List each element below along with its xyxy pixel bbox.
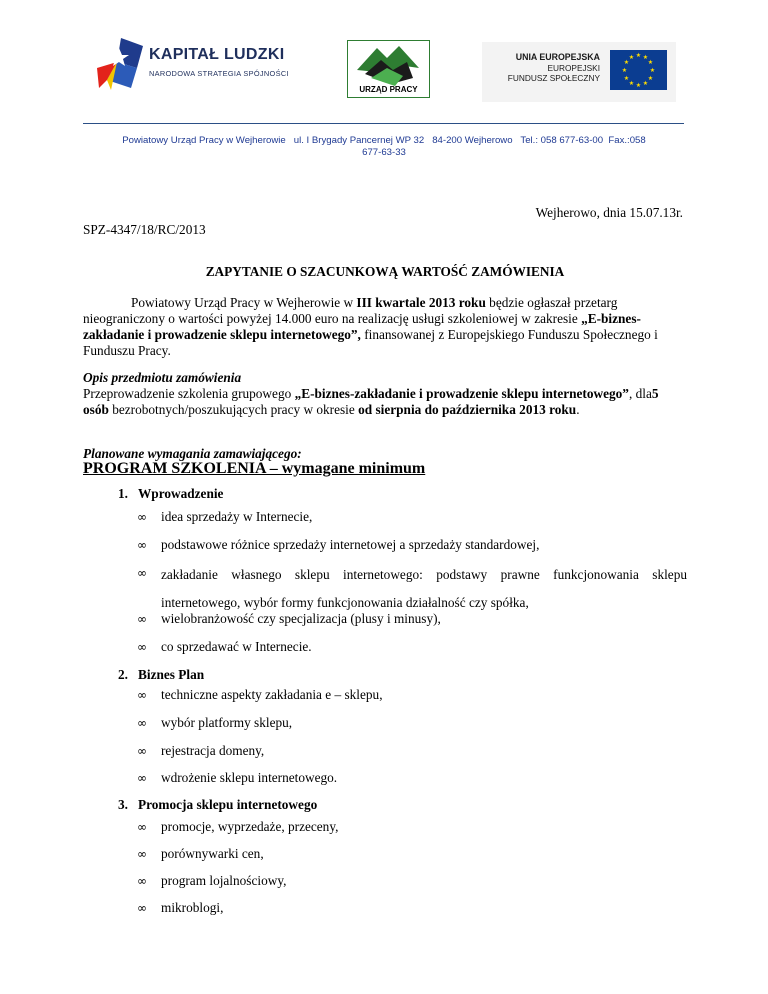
subject-course-name: „E-biznes-zakładanie i prowadzenie sklepu internetowego” bbox=[294, 386, 629, 401]
section-title: Wprowadzenie bbox=[138, 486, 224, 501]
svg-text:★: ★ bbox=[635, 82, 642, 89]
eu-flag-icon bbox=[610, 50, 667, 90]
svg-text:★: ★ bbox=[642, 54, 649, 61]
svg-text:★: ★ bbox=[647, 59, 654, 66]
ue-line1: UNIA EUROPEJSKA bbox=[515, 52, 600, 62]
section-title: Promocja sklepu internetowego bbox=[138, 797, 318, 812]
list-item: ∞ porównywarki cen, bbox=[137, 842, 687, 866]
subject-text-c: , dla bbox=[628, 386, 652, 401]
unia-europejska-logo bbox=[482, 42, 676, 102]
unia-europejska-text bbox=[490, 52, 600, 84]
kapital-ludzki-subtitle: NARODOWA STRATEGIA SPÓJNOŚCI bbox=[149, 69, 289, 78]
intro-text-a: Powiatowy Urząd Pracy w Wejherowie w bbox=[131, 295, 357, 310]
section-heading bbox=[118, 797, 317, 813]
svg-text:★: ★ bbox=[647, 75, 654, 82]
bullet-icon: ∞ bbox=[137, 612, 147, 626]
kapital-ludzki-logo bbox=[97, 38, 287, 90]
section-title: Biznes Plan bbox=[138, 667, 205, 682]
intro-text-c: będzie ogłaszał przetarg nieograniczony o wartości powyżej 14.000 euro na realizację usługi szkoleniowej w zakresie bbox=[83, 295, 618, 326]
list-item: ∞ techniczne aspekty zakładania e – sklepu, bbox=[137, 683, 687, 707]
intro-course-name: „E-biznes-zakładanie i prowadzenie sklepu internetowego”, bbox=[83, 311, 641, 342]
bullet-icon: ∞ bbox=[137, 847, 147, 861]
svg-text:★: ★ bbox=[628, 54, 635, 61]
kapital-ludzki-star-icon bbox=[97, 38, 143, 90]
svg-text:★: ★ bbox=[642, 80, 649, 87]
bullet-icon: ∞ bbox=[137, 510, 147, 524]
section-heading bbox=[118, 486, 223, 502]
subject-text-a: Przeprowadzenie szkolenia grupowego bbox=[83, 386, 295, 401]
section-number: 2. bbox=[118, 667, 128, 682]
bullet-icon: ∞ bbox=[137, 874, 147, 888]
svg-text:★: ★ bbox=[623, 75, 630, 82]
ue-line2: EUROPEJSKI bbox=[547, 62, 600, 73]
header-divider bbox=[83, 123, 684, 124]
subject-text-g: . bbox=[576, 402, 580, 417]
list-item: ∞ mikroblogi, bbox=[137, 896, 687, 920]
section-heading bbox=[118, 667, 204, 683]
svg-text:★: ★ bbox=[623, 59, 630, 66]
list-item: ∞ promocje, wyprzedaże, przeceny, bbox=[137, 815, 687, 839]
ue-line3: FUNDUSZ SPOŁECZNY bbox=[507, 73, 600, 83]
requirements-label: Planowane wymagania zamawiającego: bbox=[83, 446, 302, 461]
bullet-icon: ∞ bbox=[137, 538, 147, 552]
list-item: ∞ program lojalnościowy, bbox=[137, 869, 687, 893]
list-item: ∞ idea sprzedaży w Internecie, bbox=[137, 505, 687, 529]
bullet-icon: ∞ bbox=[137, 820, 147, 834]
bullet-icon: ∞ bbox=[137, 566, 147, 580]
svg-text:★: ★ bbox=[628, 80, 635, 87]
contact-line-2: 677-63-33 bbox=[362, 147, 406, 158]
urzad-pracy-label: URZĄD PRACY bbox=[359, 85, 418, 94]
intro-text-e: finansowanej z Europejskiego Funduszu Społecznego i Funduszu Pracy. bbox=[83, 327, 658, 358]
bullet-icon: ∞ bbox=[137, 744, 147, 758]
subject-period: od sierpnia do października 2013 roku bbox=[358, 402, 577, 417]
program-title: PROGRAM SZKOLENIA – wymagane minimum bbox=[83, 460, 426, 477]
contact-line-1: Powiatowy Urząd Pracy w Wejherowie ul. I Brygady Pancernej WP 32 84-200 Wejherowo Tel.: 058 677-63-00 Fax.:058 bbox=[122, 135, 646, 146]
section-number: 3. bbox=[118, 797, 128, 812]
list-item: ∞ co sprzedawać w Internecie. bbox=[137, 635, 687, 659]
kapital-ludzki-title: KAPITAŁ LUDZKI bbox=[149, 46, 285, 63]
place-and-date: Wejherowo, dnia 15.07.13r. bbox=[535, 205, 683, 220]
list-item: ∞ rejestracja domeny, bbox=[137, 739, 687, 763]
list-item: ∞ zakładanie własnego sklepu internetowego: podstawy prawne funkcjonowania sklepu internetowego, wybór formy funkcjonowania działalność czy spółka, bbox=[137, 561, 687, 617]
contact-info bbox=[88, 135, 680, 159]
intro-quarter: III kwartale 2013 roku bbox=[356, 295, 486, 310]
svg-text:★: ★ bbox=[635, 52, 642, 59]
list-item: ∞ wybór platformy sklepu, bbox=[137, 711, 687, 735]
bullet-icon: ∞ bbox=[137, 688, 147, 702]
svg-text:★: ★ bbox=[621, 67, 628, 74]
subject-participants: 5 osób bbox=[83, 386, 659, 417]
urzad-pracy-logo bbox=[347, 40, 430, 98]
subject-heading: Opis przedmiotu zamówienia bbox=[83, 370, 242, 385]
subject-paragraph bbox=[83, 370, 687, 418]
reference-number: SPZ-4347/18/RC/2013 bbox=[83, 222, 206, 237]
intro-paragraph bbox=[83, 295, 687, 359]
document-title: ZAPYTANIE O SZACUNKOWĄ WARTOŚĆ ZAMÓWIENIA bbox=[205, 264, 565, 279]
section-number: 1. bbox=[118, 486, 128, 501]
list-item: ∞ wielobranżowość czy specjalizacja (plusy i minusy), bbox=[137, 607, 687, 631]
bullet-icon: ∞ bbox=[137, 716, 147, 730]
bullet-icon: ∞ bbox=[137, 640, 147, 654]
list-item: ∞ podstawowe różnice sprzedaży internetowej a sprzedaży standardowej, bbox=[137, 533, 687, 557]
bullet-icon: ∞ bbox=[137, 901, 147, 915]
svg-text:★: ★ bbox=[649, 67, 656, 74]
subject-text-e: bezrobotnych/poszukujących pracy w okresie bbox=[108, 402, 359, 417]
list-item: ∞ wdrożenie sklepu internetowego. bbox=[137, 766, 687, 790]
bullet-icon: ∞ bbox=[137, 771, 147, 785]
